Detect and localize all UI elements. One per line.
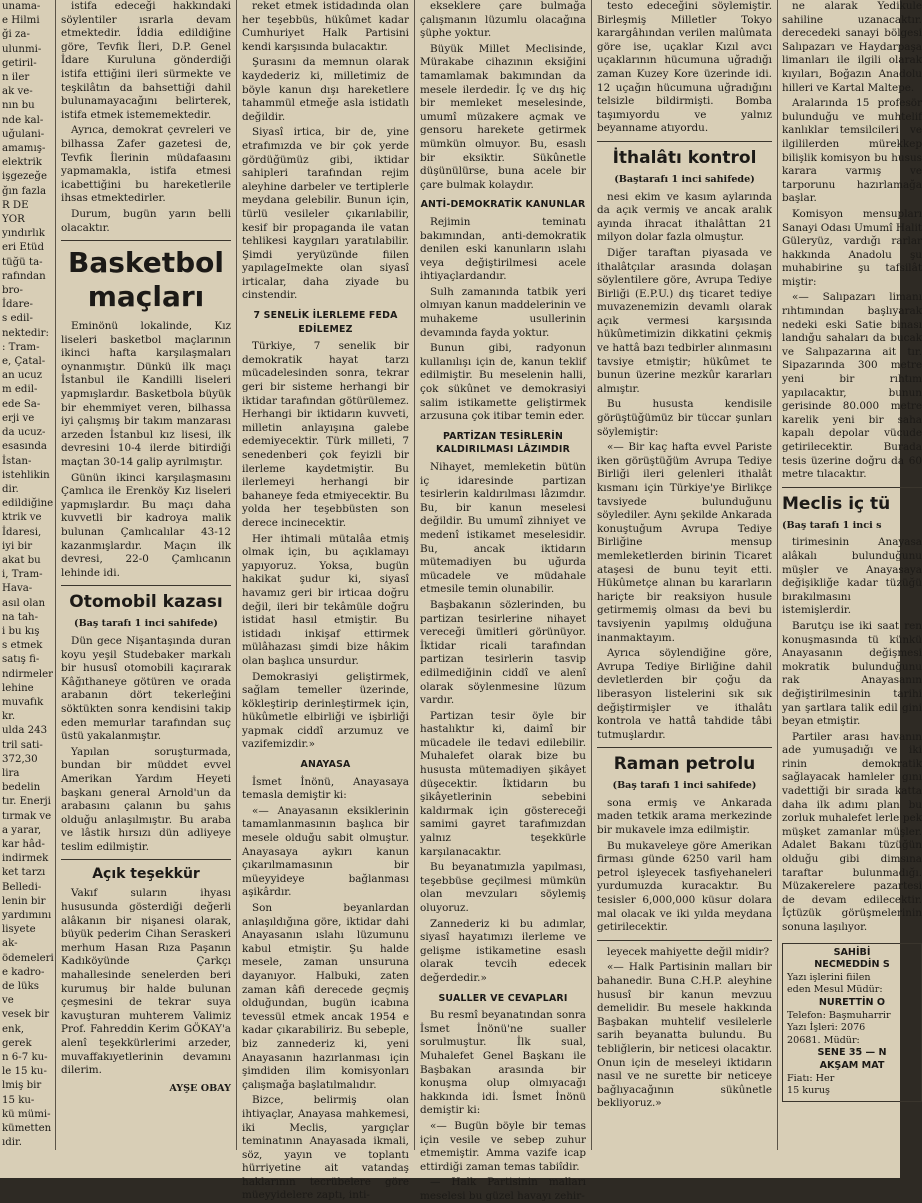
cutoff-line: tril sati- — [2, 739, 43, 751]
masthead-box — [782, 943, 922, 1102]
cutoff-line: vesek bir — [2, 1009, 50, 1021]
article-paragraph: Bizce, belirmiş olan ihtiyaçlar, Anayasa mahkemesi, iki Meclis, yargıçlar teminatının Anayasada ikmali, söz, yayın ve toplantı hürriyetine ait vatandaş haklarının tecrübelere göre müeyyidelere zaptı, inti- — [242, 1094, 409, 1202]
cutoff-line: le 15 ku- — [2, 1066, 47, 1078]
cutoff-line: yardımını — [2, 910, 52, 921]
article-paragraph: Her ihtimali mütalâa etmiş olmak için, bu açıklamayı yapıyoruz. Yoksa, bugün hakikat şudur ki, siyasî havamız geri bir irticaa doğru değil, ileri bir tekâmüle doğru istidat hasıl etmiştir. Bu istidadı inkişaf ettirmek mülâhazası şimdi bize hâkim olan başlıca unsurdur. — [242, 532, 409, 667]
continued-note: (Baş tarafı 1 inci sahifede) — [74, 618, 218, 630]
cutoff-line: Hava- — [2, 583, 33, 595]
article-paragraph: Ayrıca, demokrat çevreleri ve bilhassa Zafer gazetesi de, Tevfik İlerinin müdafaasını yapmamakla, istifa etmesi icabettiğini bu hareketlerile ihsas etmektedirler. — [61, 124, 231, 205]
cutoff-line: işgezeğe — [2, 171, 47, 183]
cutoff-line: edildiğine — [2, 498, 54, 510]
cutoff-line: R DE — [2, 199, 29, 211]
cutoff-line: da ucuz- — [2, 427, 46, 439]
article-paragraph: testo edeceğini söylemiştir. Birleşmiş Milletler Tokyo karargâhından verilen malûmata göre ise, uçaklar Kızıl avcı uçaklarının hücumuna uğradığı zaman Kuzey Kore üzerinde idi. 12 uçağın hücumuna uğradığını telsizle bildirmişti. Bomba taşımıyordu ve yalnız beyanname atıyordu. — [597, 0, 772, 135]
cutoff-line: eri Etüd — [2, 242, 45, 254]
article-paragraph: ekseklere çare bulmağa çalışmanın lüzumlu olacağına şüphe yoktur. — [420, 0, 586, 40]
cutoff-line: 372,30 lira — [2, 753, 38, 779]
divider — [61, 859, 231, 860]
cutoff-line: Belledi- — [2, 881, 42, 893]
divider — [782, 487, 922, 488]
article-paragraph: Şurasını da memnun olarak kaydederiz ki, milletimiz de böyle kanun dışı hareketlere tahammül etmeğe asla istidatlı değildir. — [242, 56, 409, 123]
article-paragraph: Aralarında 15 profesör bulunduğu ve muhtelif kanlıklar temsilcileri ve ilgililerden mürekkep bilişlik komisyon bu husus karara varmış ve tarporunu hazırlamağa başlar. — [782, 97, 922, 205]
article-paragraph: Eminönü lokalinde, Kız liseleri basketbol maçlarının ikinci hafta karşılaşmaları oynanmıştır. Dünkü ilk maçı İstanbul ile Kandilli liseleri yapmışlardır. Basketbola büyük bir ehemmiyet veren, bilhassa iyi çalışmış bir takım manzarası arzeden İstanbul kız lisesi, ilk devresini 10-4 ilerde bitirdiği maçtan 30-14 galip ayrılmıştır. — [61, 320, 231, 469]
column-4 — [597, 0, 772, 1150]
cutoff-line: İdaresi, — [2, 526, 42, 538]
cutoff-line: s etmek — [2, 640, 43, 652]
article-paragraph: Büyük Millet Meclisinde, Mürakabe cihazının eksiğini tamamlamak bakımından da mesele ilerdedir. İç ve dış hiç bir memleket meselesinde, umumî müzakere açmak ve gensoru harekete getirmek mümkün olmuyor. Bu, esaslı bir eksiktir. Sükûnetle düşünülürse, buna acele bir çare bulmak kolaydır. — [420, 42, 586, 191]
cutoff-line: ödemeleri — [2, 952, 54, 964]
article-paragraph: Komisyon mensupları Sanayi Odası Umumî Halit Güleryüz, vardığı rarlar hakkında Anadolu şu muhabirine şu tafsilât miştir: — [782, 207, 922, 288]
article-paragraph: «— Bugün böyle bir temas için vesile ve sebep zuhur etmemiştir. Amma vazife icap ettirdiği zaman temas tabiîdir. — [420, 1119, 586, 1173]
cutoff-line: 15 ku- — [2, 1094, 35, 1106]
article-paragraph: Barutçu ise iki saat ren konuşmasında tü künkü Anayasanın değişmesi mokratik bulunduğunu rak Anayasanın değiştirilmesinin tarihi yan şartlara talik edil gini beyan etmiştir. — [782, 619, 922, 728]
article-paragraph: Son beyanlardan anlaşıldığına göre, iktidar dahi Anayasanın ıslahı lüzumunu kabul etmiştir. Şu halde mesele, zaman unsuruna dayanıyor. Halbuki, zaten zaman kâfi derecede geçmiş olduğundan, bugün icabına tevessül etmek ancak 1954 e kadar çıkarabiliriz. Bu sebeple, biz zannederiz ki, yeni Anayasanın hazırlanması için şimdiden ilim komisyonları çalışmağa başlatılmalıdır. — [242, 902, 409, 1091]
article-paragraph: istifa edeceği hakkındaki söylentiler ısrarla devam etmektedir. İddia edildiğine göre, Tevfik İleri, D.P. Genel İdare Kuruluna gönderdiği istifa ettiğini ileri sürmekte ve teşkilâtın da bahsettiği dahil bulunamayacağını belirterek, istifa etmek istememektedir. — [61, 0, 231, 121]
column-rule — [236, 0, 237, 1150]
subheading: PARTİZAN TESİRLERİN KALDIRILMASI LÂZIMDIR — [435, 430, 571, 456]
article-paragraph: Dün gece Nişantaşında duran koyu yeşil Studebaker markalı bir hususî otomobili kaçırarak Kâğıthaneye götüren ve orada arabanın dört tekerleğini söktükten sonra kendisini takip eden memurlar tarafından suç üstü yakalanmıştır. — [61, 634, 231, 743]
article-paragraph: Siyasî irtica, bir de, yine etrafımızda ve bir çok yerde gördüğümüz gibi, iktidar sahipleri tarafından rejim aleyhine darbeler ve tertiplerle meydana gelebilir. Bunun için, türlü vesileler çıkarılabilir, kesif bir propaganda ile vatan tehlikesi kaygıları yaratılabilir. Şimdi yeryüzünde fiilen yapılageImekte olan siyasî irticalar, daha ziyade bu cinstendir. — [242, 126, 409, 302]
subheading: SUALLER VE CEVAPLARI — [438, 992, 568, 1004]
cutoff-line: nın bu — [2, 100, 35, 112]
divider — [597, 141, 772, 142]
cutoff-line: lehine — [2, 682, 34, 694]
article-paragraph: leyecek mahiyette değil midir? — [607, 945, 770, 958]
article-paragraph: Nihayet, memleketin bütün iç idaresinde partizan tesirlerin kaldırılması lâzımdır. Bu, bir kanun meselesi değildir. Bu umumî zihniyet ve medenî istikamet meselesidir. Bu, ancak iktidarın mütemadiyen bu uğurda mücadele ve müdahale etmesile temin olunabilir. — [420, 461, 586, 596]
cutoff-line: tır. Enerji — [2, 796, 51, 808]
article-paragraph: Başbakanın sözlerinden, bu partizan tesirlerine nihayet vereceği ümitleri görünüyor. İktidar ricali tarafından partizan tesirlerin tasvip edilmediğinin ciddî ve alenî olarak söylenmesine lüzum vardır. — [420, 598, 586, 707]
headline-otomobil: Otomobil kazası — [69, 592, 223, 613]
masthead-line: NURETTİN O — [818, 996, 886, 1008]
cutoff-line: kümetten — [2, 1123, 52, 1135]
cutoff-line: ktrik ve — [2, 512, 42, 524]
cutoff-line: kü mümi- — [2, 1108, 51, 1120]
article-paragraph: Partizan tesir öyle bir hastalıktır ki, daimî bir mücadele ile tedavi edilebilir. Muhalefet olarak bize bu hususta mütemadiyen şikâyet düşecektir. İktidarın bu şikâyetlerinin sebebini kaldırmak için göstereceği samimi gayret tarafımızdan yalnız teşekkürle karşılanacaktır. — [420, 709, 586, 858]
article-paragraph: Rejimin teminatı bakımından, anti-demokratik denilen eski kanunların ıslahı veya değiştirilmesi acele ihtiyaçlardandır. — [420, 215, 586, 283]
divider — [61, 585, 231, 586]
cutoff-line: rafından bro- — [2, 270, 46, 297]
cutoff-line: de lüks ve — [2, 981, 40, 1007]
article-paragraph: Partiler arası havanın ade yumuşadığı ve iki rinin demokratik sağlayacak hamleler gını vadettiği bir sırada katta daha ilk adımı plan bu zorluk muhalefet lerle pek müşket zamanlar müşler. Adalet Bakanı tüzüğün olduğu gibi dimsına taraftar bulunmadığı. Müzakerelere pazartesi de devam edilecektir. İçtüzük görüşmelerinin sonuna laşılıyor. — [782, 730, 922, 933]
cutoff-line: dir. — [2, 483, 19, 495]
cutoff-line: n 6-7 ku- — [2, 1052, 48, 1064]
column-1 — [61, 0, 231, 1150]
cutoff-line: istehlikin — [2, 469, 50, 481]
cutoff-line: amamış- — [2, 143, 46, 155]
cutoff-line: ket tarzı — [2, 867, 46, 879]
cutoff-line: s edil- — [2, 313, 33, 325]
masthead-line: AKŞAM MAT — [819, 1059, 885, 1071]
masthead-line: 20681. Müdür: — [787, 1034, 860, 1046]
divider — [597, 747, 772, 748]
cutoff-line: nde kal- — [2, 114, 44, 126]
article-paragraph: Yapılan soruşturmada, bundan bir müddet evvel Amerikan Yardım Heyeti başkanı general Arnold'un da arabasını çalanın bu şahıs olduğu anlaşılmıştır. Bu araba ve lâstik hırsızı dün adliyeye teslim edilmiştir. — [61, 745, 231, 853]
continued-note: (Baş tarafı 1 inci s — [782, 519, 882, 531]
headline-ithalat: İthalâtı kontrol — [612, 147, 757, 168]
subheading: ANAYASA — [300, 759, 351, 771]
article-paragraph: «— Halk Partisinin malları bir bahanedir. Buna C.H.P. aleyhine hususî bir kanun mevzuu demelidir. Bu mesele hakkında Başbakan muhtelif vesilelerle sarih beyanatta bulundu. Bu tebliğlerin, bir neticesi olacaktır. Onun için de meseleyi iktidarın nasıl ve ne surette bir neticeye bağlıyacağının sükûnetle bekliyoruz.» — [597, 961, 772, 1110]
headline-meclis: Meclis iç tü — [782, 493, 891, 514]
cutoff-line: ak ve- — [2, 86, 33, 98]
cutoff-line: i bu kış — [2, 625, 40, 637]
headline-acik-tesekkur: Açık teşekkür — [92, 866, 200, 883]
cutoff-line: İdare- — [2, 299, 33, 311]
cutoff-line: e Hilmi — [2, 15, 40, 27]
column-2 — [242, 0, 409, 1202]
subheading: 7 SENELİK İLERLEME FEDA EDİLEMEZ — [253, 310, 398, 335]
subheading: ANTİ-DEMOKRATİK KANUNLAR — [420, 199, 586, 211]
cutoff-line: ği za- — [2, 29, 30, 41]
article-paragraph: nesi ekim ve kasım aylarında da açık vermiş ve ancak aralık ayında ihracat ithalâttan 21 milyon dolar fazla olmuştur. — [597, 190, 772, 244]
masthead-line: 15 kuruş — [787, 1085, 830, 1097]
headline-raman-petrolu: Raman petrolu — [613, 754, 756, 775]
article-paragraph: İsmet İnönü, Anayasaya temasla demiştir ki: — [242, 775, 409, 802]
divider — [61, 240, 231, 241]
column-rule — [414, 0, 415, 1150]
cutoff-line: i, Tram- — [2, 569, 43, 581]
masthead-owner-name: NECMEDDİN S — [814, 959, 890, 971]
article-paragraph: Bunun gibi, radyonun kullanılışı için de, kanun teklif edilmiştir. Bu meselenin halli, çok sükûnet ve demokrasiyi salim istikamette geliştirmek arzusuna çok itibar temin eder. — [420, 342, 586, 423]
cutoff-line: muvafık — [2, 696, 44, 708]
article-paragraph: Zannederiz ki bu adımlar, siyasî hayatımızı ilerleme ve gelişme istikametine esaslı olarak tevcih edecek değerdedir.» — [420, 917, 586, 984]
cutoff-line: bedelin — [2, 782, 41, 794]
cutoff-line: esasında — [2, 441, 47, 453]
cutoff-line: e kadro- — [2, 966, 45, 978]
cutoff-line: tırmak ve — [2, 810, 52, 822]
cutoff-line: uğulani- — [2, 128, 45, 140]
masthead-line: eden Mesul Müdür: — [787, 984, 883, 996]
divider — [597, 940, 772, 941]
masthead-line: SENE 35 — N — [817, 1047, 887, 1059]
column-3 — [420, 0, 586, 1202]
article-paragraph: reket etmek istidadında olan her teşebbüs, hükûmet kadar Cumhuriyet Halk Partisini kendi karşısında bulacaktır. — [242, 0, 409, 53]
cutoff-line: m edil- — [2, 384, 38, 396]
article-paragraph: «— Anayasanın eksiklerinin tamamlanmasının başlıca bir mesele olduğu sabit olmuştur. Anayasaya aykırı kanun çıkarılmamasının bir müeyyideye bağlanması aşikârdır. — [242, 804, 409, 899]
article-paragraph: Bu resmî beyanatından sonra İsmet İnönü'ne sualler sorulmuştur. İlk sual, Muhalefet Genel Başkanı ile Başbakan arasında bir konuşma olup olmıyacağı hakkında idi. İsmet İnönü demiştir ki: — [420, 1009, 586, 1117]
article-paragraph: — Halk Partisinin malları meselesi bu güzel havayı zehir- — [420, 1176, 586, 1202]
cutoff-line: an ucuz — [2, 370, 43, 382]
article-paragraph: sona ermiş ve Ankarada maden tetkik arama merkezinde bir mukavele imza edilmiştir. — [597, 796, 772, 837]
article-paragraph: Sulh zamanında tatbik yeri olmıyan kanun maddelerinin ve muhakeme usullerinin devamında fayda yoktur. — [420, 285, 586, 339]
cutoff-line: e, Çatal- — [2, 356, 46, 368]
article-paragraph: Bu mukaveleye göre Amerikan firması günde 6250 varil ham petrol işleyecek tasfiyehaneleri yurdumuzda kuracaktır. Bu tesisler 6,000,000 küsur dolara mal olacak ve iki yılda meydana getirilecektir. — [597, 839, 772, 934]
cutoff-line: lisyete ak- — [2, 924, 36, 950]
cutoff-line: satış fi- — [2, 654, 40, 666]
cutoff-line: ndirmeler — [2, 668, 54, 680]
headline-basketbol: Basketbol maçları — [67, 246, 225, 314]
cutoff-line: kr. — [2, 711, 16, 723]
cutoff-line: iyi bir — [2, 540, 33, 552]
column-rule — [591, 0, 592, 1150]
cutoff-line: İstan- — [2, 455, 32, 467]
cutoff-line: YOR — [2, 214, 25, 226]
cutoff-line: lenin bir — [2, 895, 46, 907]
article-paragraph: Bu beyanatımızla yapılması, teşebbüse geçilmesi mümkün olan mevzuları söylemiş oluyoruz. — [420, 861, 586, 914]
cutoff-line: unama- — [2, 1, 41, 12]
cutoff-line: nektedir: — [2, 327, 49, 339]
article-paragraph: Vakıf suların ihyası hususunda gösterdiği değerli alâkanın bir nişanesi olarak, büyük pederim Cihan Seraskeri merhum Hasan Rıza Paşanın Kadıköyünde Çarkçı mahallesinde senelerden beri kurumuş bir halde bulunan çeşmesini de tekrar suya kavuşturan muhterem Valimiz Prof. Fahreddin Kerim GÖKAY'a alenî teşekkürlerimi arzeder, muvaffakıyetlerinin devamını dilerim. — [61, 887, 231, 1077]
cutoff-line: : Tram- — [2, 341, 40, 353]
cutoff-line: na tah- — [2, 611, 39, 623]
article-paragraph: tirimesinin Anayasa alâkalı bulunduğunu müşler ve Anayasaya değişikliğe kadar tüzüğü bırakılmasını istemişlerdir. — [782, 536, 922, 617]
cutoff-line: ulunmi- — [2, 43, 42, 55]
article-paragraph: «— Salıpazarı limanı rıhtımından başlıyarak nedeki eski Satie binası landığu sahaları da bucak ve Salıpazarına ait tır. Sipazarında 300 metre yeni bir rıhtım yapılacaktır, bunun gerisinde 80.000 metre karelik yeni bir saha kapalı depolar vücude getirilecektir. Burada tesis üzerine doğru da 60 metre tılacaktır. — [782, 291, 922, 481]
cutoff-line: n iler — [2, 72, 30, 84]
signature: AYŞE OBAY — [169, 1082, 231, 1094]
cutoff-line: erji ve — [2, 412, 35, 424]
article-paragraph: Türkiye, 7 senelik bir demokratik hayat tarzı mücadelesinden sonra, tekrar geri bir sisteme herhangi bir iktidar tarafından götürülemez. Herhangi bir iktidarın kuvveti, milletin anlayışına galebe edemiyecektir. Türk milleti, 7 senedenberi çok feyizli bir ilerleme kaydetmiştir. Bu ilerlemeyi herhangi bir bahaneye feda etmiyecektir. Bu yolda her teşebbüsten son derece incinecektir. — [242, 340, 409, 529]
cutoff-line: a yarar, — [2, 824, 42, 836]
masthead-line: Telefon: Başmuharrir — [787, 1009, 891, 1021]
column-5-cutoff-right — [782, 0, 922, 1150]
continued-note: (Baştarafı 1 inci sahifede) — [614, 173, 755, 185]
cutoff-line: elektrik — [2, 157, 42, 169]
cutoff-line: kar hâd- — [2, 838, 45, 850]
continued-note: (Baş tarafı 1 inci sahifede) — [612, 780, 757, 792]
cutoff-line: tüğü ta- — [2, 256, 43, 268]
cutoff-line: ğın fazla — [2, 185, 47, 197]
article-paragraph: Durum, bugün yarın belli olacaktır. — [61, 207, 231, 234]
cutoff-line: getiril- — [2, 57, 37, 69]
article-paragraph: Diğer taraftan piyasada ve ithalâtçılar arasında dolaşan söylentilere göre, Avrupa Tediye Birliği (E.P.U.) dış ticaret tediye muvazenemizin devamlı olarak açık vermesi karşısında hükûmetimizin dikkatini çekmiş ve hattâ bazı tedbirler alınmasını tavsiye etmiştir; hükûmet te bunun üzerine mezkûr kararları almıştır. — [597, 246, 772, 395]
article-paragraph: Ayrıca söylendiğine göre, Avrupa Tediye Birliğine dahil devletlerden bir çoğu da liberasyon listelerini sık sık değiştirmişler ve ithalâtı kontrola ve hattâ tahdide tâbi tutmuşlardır. — [597, 647, 772, 741]
cutoff-line: ulda 243 — [2, 725, 48, 737]
masthead-line: Yazı işlerini fiilen — [787, 971, 871, 983]
column-cutoff-left — [2, 0, 52, 1150]
article-paragraph: Bu hususta kendisile görüştüğümüz bir tüccar şunları söylemiştir: — [597, 398, 772, 438]
cutoff-line: indirmek — [2, 853, 49, 865]
article-paragraph: Günün ikinci karşılaşmasını Çamlıca ile Erenköy Kız liseleri yapmışlardır. Bu maçı daha kuvvetli bir kadroya malik bulunan Çamlıcalılar 43-12 kazanmışlardır. Maçın ilk devresi, 22-0 Çamlıcanın lehinde idi. — [61, 471, 231, 579]
cutoff-line: enk, gerek — [2, 1023, 32, 1049]
article-paragraph: «— Bir kaç hafta evvel Pariste iken görüştüğüm Avrupa Tediye Birliği ileri gelenleri ithalât kısmanı için Türkiye'ye Birlikçe tavsiyede bulunduğunu söylediler. Aynı şekilde Ankarada konuştuğum Avrupa Tediye Birliğine mensup memleketlerden birinin Ticaret ataşesi de bunu teyit etti. Hükûmetçe alınan bu kararların hariçte bir reaksiyon husule getirmemiş olması da bevi bu tavsiyenin yapılmış olduğuna inanmaktayım. — [597, 441, 772, 644]
cutoff-line: asıl olan — [2, 597, 46, 609]
cutoff-line: akat bu — [2, 554, 41, 566]
cutoff-line: lmiş bir — [2, 1080, 42, 1092]
masthead-line: Fiatı: Her — [787, 1072, 835, 1084]
article-paragraph: ne alarak Yedikule sahiline uzanacaktır. derecedeki sanayi bölgesi Salıpazarı ve Haydarpaşa limanları ile ilgili olarak kıyıları, Boğazın Anadolu hilleri ve Kartal Maltepe. — [782, 0, 922, 94]
masthead-line: Yazı İşleri: 2076 — [787, 1022, 866, 1034]
article-paragraph: Demokrasiyi geliştirmek, sağlam temeller üzerinde, kökleştirip derinleştirmek için, hükûmetle elbirliği ve işbirliği yapmak ciddî arzumuz ve vazifemizdir.» — [242, 670, 409, 751]
cutoff-line: ıdir. — [2, 1137, 23, 1149]
column-rule — [777, 0, 778, 1150]
masthead-owner-label: SAHİBİ — [833, 946, 871, 958]
cutoff-line: ede Sa- — [2, 398, 41, 410]
column-rule — [55, 0, 56, 1150]
cutoff-line: yındırlık — [2, 228, 45, 240]
